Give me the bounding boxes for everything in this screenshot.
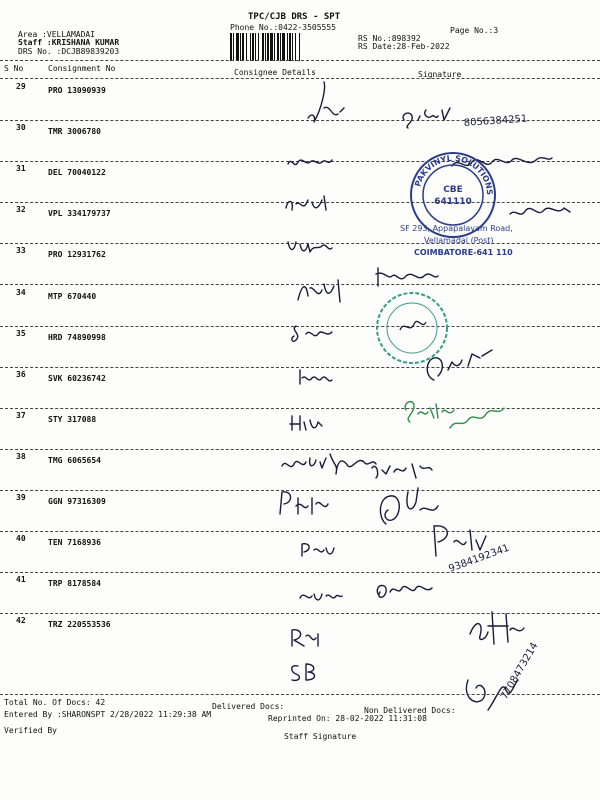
row-sno: 42 xyxy=(16,616,26,625)
area-label: Area :VELLAMADAI xyxy=(18,30,96,39)
row-sno: 31 xyxy=(16,164,26,173)
delivered-docs: Delivered Docs: xyxy=(212,702,285,711)
barcode-bar xyxy=(236,33,239,61)
signature-row30 xyxy=(284,150,334,174)
signature-row38 xyxy=(270,488,330,518)
row-consignment: MTP 670440 xyxy=(48,292,97,301)
barcode-bar xyxy=(289,33,291,61)
barcode-bar xyxy=(287,33,288,61)
handwritten-phone3: 7708473214 xyxy=(499,640,541,702)
stamp-address3: COIMBATORE-641 110 xyxy=(414,248,513,257)
barcode-bar xyxy=(242,33,244,61)
signature-row41 xyxy=(286,626,326,650)
non-delivered-docs: Non Delivered Docs: xyxy=(364,706,456,715)
phone-number: Phone No.:0422-3505555 xyxy=(230,23,336,32)
barcode-bar xyxy=(250,33,251,61)
barcode-bar xyxy=(255,33,256,61)
barcode-bar xyxy=(252,33,254,61)
row-consignment: SVK 60236742 xyxy=(48,374,106,383)
signature-row40 xyxy=(296,586,346,606)
row-consignment: TMG 6065654 xyxy=(48,456,101,465)
barcode-bar xyxy=(280,33,281,61)
row-consignment: HRD 74890998 xyxy=(48,333,106,342)
reprinted-on: Reprinted On: 28-02-2022 11:31:08 xyxy=(268,714,427,723)
row-sno: 39 xyxy=(16,493,26,502)
signature-row33-b xyxy=(372,264,442,290)
row-sno: 41 xyxy=(16,575,26,584)
col-sno: S No xyxy=(4,64,24,73)
row-sno: 37 xyxy=(16,411,26,420)
row-consignment: DEL 70040122 xyxy=(48,168,106,177)
row-sno: 32 xyxy=(16,205,26,214)
stamp-name: PAKVINYL SOLUTIONS xyxy=(413,153,495,196)
stamp-address1: SF 293, Appapalayam Road, xyxy=(400,224,513,233)
col-consignment: Consignment No xyxy=(48,64,116,73)
col-signature: Signature xyxy=(418,70,462,79)
stamp-code: CBE xyxy=(443,185,463,195)
barcode-bar xyxy=(258,33,259,61)
row-sno: 29 xyxy=(16,82,26,91)
row-divider xyxy=(0,408,600,409)
barcode-bar xyxy=(233,33,234,61)
signature-row32 xyxy=(284,234,334,258)
verified-by: Verified By xyxy=(4,726,57,735)
row-consignment: PRO 13090939 xyxy=(48,86,106,95)
barcode-bar xyxy=(277,33,279,61)
signature-row42 xyxy=(288,660,324,684)
barcode-bar xyxy=(270,33,273,61)
row-sno: 38 xyxy=(16,452,26,461)
barcode-bar xyxy=(295,33,296,61)
barcode-bar xyxy=(292,33,293,61)
barcode-bar xyxy=(265,33,266,61)
signature-row29-b xyxy=(398,96,558,136)
row-consignment: PRO 12931762 xyxy=(48,250,106,259)
barcode xyxy=(228,33,348,63)
signature-row36 xyxy=(288,412,328,434)
signature-row35 xyxy=(296,366,336,388)
signature-row29 xyxy=(300,78,350,128)
signature-row31-b xyxy=(506,200,576,226)
document-title: TPC/CJB DRS - SPT xyxy=(248,12,341,22)
signature-row33 xyxy=(292,276,352,306)
signature-row34 xyxy=(288,320,338,346)
divider xyxy=(0,60,600,61)
signature-row31 xyxy=(282,192,332,216)
rs-number: RS No.:898392 xyxy=(358,34,421,43)
col-consignee: Consignee Details xyxy=(234,68,316,77)
handwritten-phone1: 8056384251 xyxy=(463,113,528,129)
drs-number: DRS No. :DCJB89839203 xyxy=(18,47,120,56)
stamp-pin: 641110 xyxy=(434,197,472,207)
signature-row39-b xyxy=(420,520,560,580)
row-consignment: TRZ 220553536 xyxy=(48,620,111,629)
row-consignment: TEN 7168936 xyxy=(48,538,101,547)
green-round-stamp xyxy=(374,290,450,366)
staff-signature: Staff Signature xyxy=(284,732,357,741)
row-consignment: STY 317088 xyxy=(48,415,97,424)
staff-label: Staff :KRISHANA KUMAR xyxy=(18,38,120,47)
signature-row39 xyxy=(298,540,338,560)
entered-by: Entered By :SHARONSPT 2/28/2022 11:29:38 AM xyxy=(4,710,212,719)
barcode-bar xyxy=(267,33,269,61)
barcode-bar xyxy=(299,33,300,61)
handwritten-phone2: 9384192341 xyxy=(447,542,511,575)
barcode-bar xyxy=(230,33,232,61)
divider xyxy=(0,694,600,695)
rs-date: RS Date:28-Feb-2022 xyxy=(358,42,450,51)
row-consignment: TRP 8178584 xyxy=(48,579,101,588)
barcode-bar xyxy=(246,33,247,61)
stamp-address2: Vellamadai (Post) xyxy=(424,236,494,245)
row-sno: 30 xyxy=(16,123,26,132)
row-consignment: GGN 97316309 xyxy=(48,497,106,506)
row-sno: 33 xyxy=(16,246,26,255)
barcode-bar xyxy=(240,33,241,61)
row-sno: 34 xyxy=(16,288,26,297)
row-consignment: VPL 334179737 xyxy=(48,209,111,218)
barcode-bar xyxy=(262,33,264,61)
signature-row40-b xyxy=(372,578,442,604)
signature-row42-b xyxy=(458,640,588,720)
row-sno: 35 xyxy=(16,329,26,338)
barcode-bar xyxy=(274,33,275,61)
row-consignment: TMR 3006780 xyxy=(48,127,101,136)
signature-row36-green xyxy=(400,388,510,438)
row-sno: 40 xyxy=(16,534,26,543)
total-docs: Total No. Of Docs: 42 xyxy=(4,698,106,707)
barcode-bar xyxy=(282,33,285,61)
row-sno: 36 xyxy=(16,370,26,379)
page-number: Page No.:3 xyxy=(450,26,499,35)
